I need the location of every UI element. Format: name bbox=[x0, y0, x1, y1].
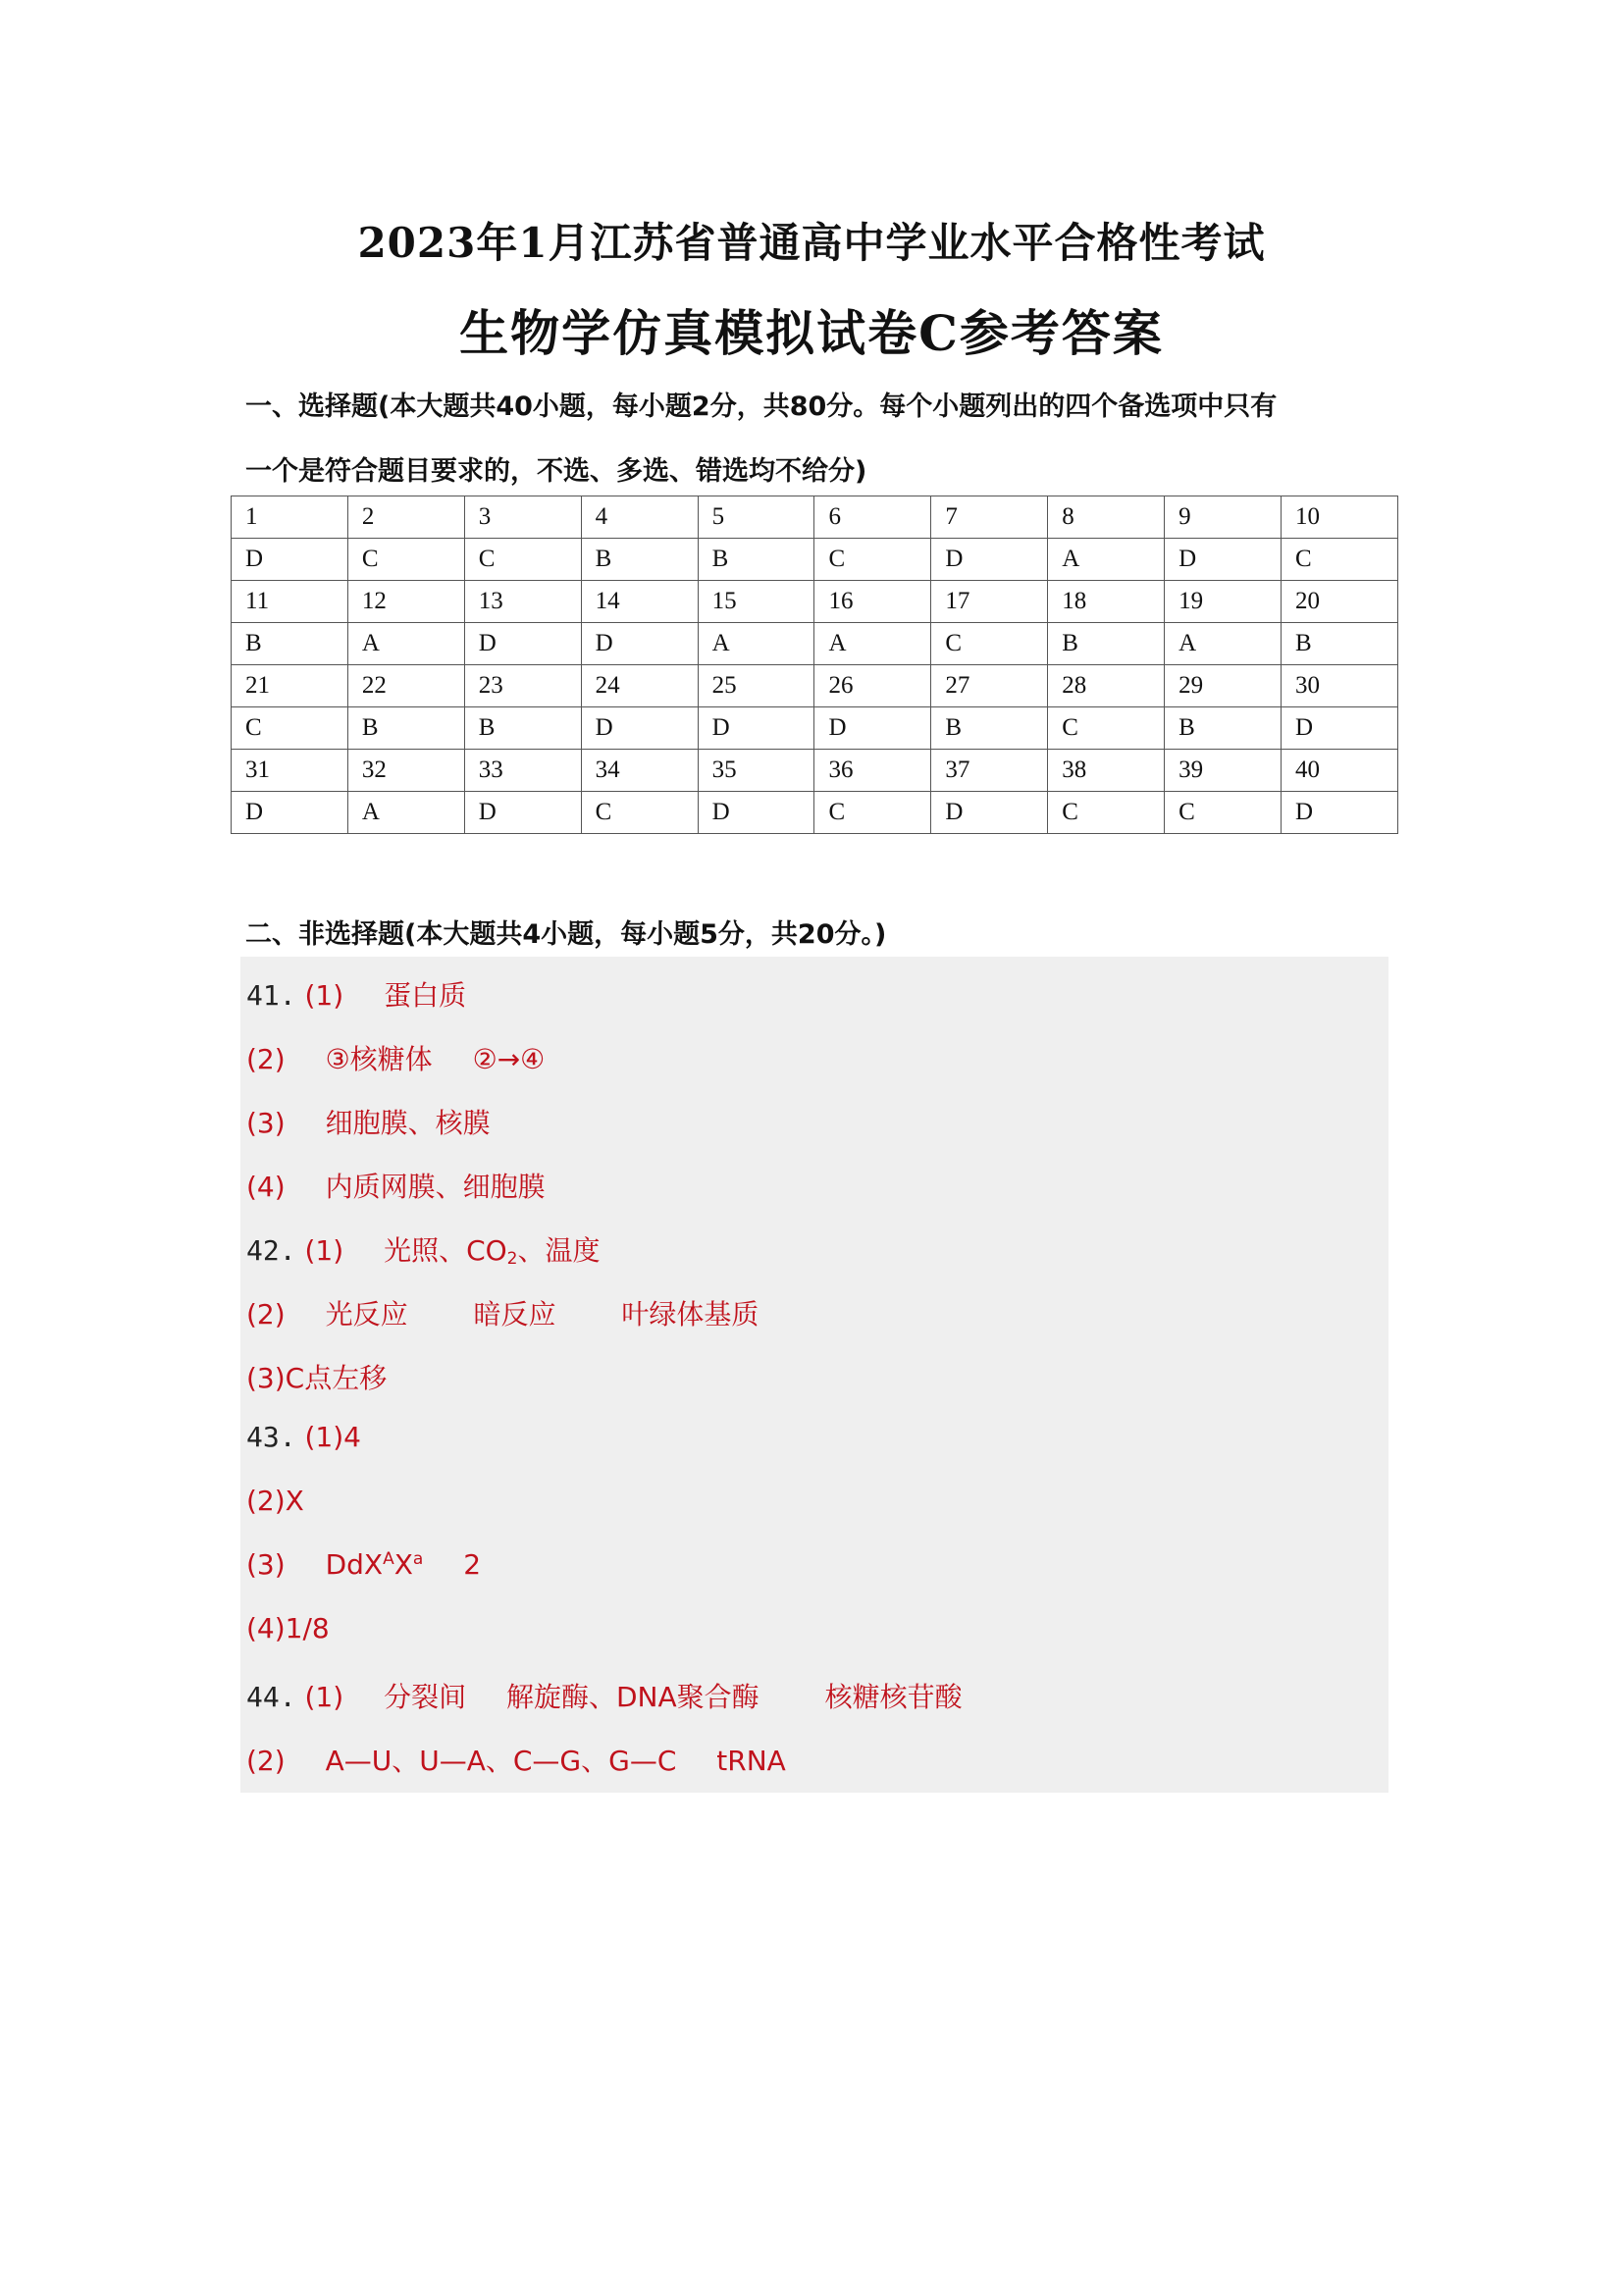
question-number-cell: 11 bbox=[232, 581, 348, 623]
answer-cell: A bbox=[698, 623, 814, 665]
answer-cell: B bbox=[581, 539, 698, 581]
question-number-cell: 36 bbox=[814, 750, 931, 792]
question-number-cell: 17 bbox=[931, 581, 1048, 623]
answer-cell: C bbox=[931, 623, 1048, 665]
question-number-cell: 21 bbox=[232, 665, 348, 707]
q44-part2: (2) A—U、U—A、C—G、G—C tRNA bbox=[246, 1745, 786, 1777]
answer-text: 光照、$CO_2$、温度 bbox=[384, 1234, 601, 1269]
question-number-cell: 14 bbox=[581, 581, 698, 623]
answer-text: $DdX^AX^a$ bbox=[325, 1548, 424, 1581]
answer-cell: B bbox=[698, 539, 814, 581]
answer-cell: C bbox=[347, 539, 464, 581]
question-number-cell: 19 bbox=[1165, 581, 1282, 623]
answer-row bbox=[232, 792, 1398, 834]
answer-cell: C bbox=[581, 792, 698, 834]
answer-cell: B bbox=[931, 707, 1048, 750]
answer-cell: C bbox=[464, 539, 581, 581]
question-number-cell: 30 bbox=[1282, 665, 1398, 707]
answer-cell: D bbox=[232, 792, 348, 834]
question-number: 41. bbox=[246, 979, 296, 1012]
answer-text: A—U、U—A、C—G、G—C bbox=[325, 1745, 677, 1777]
q43-part2: (2)X bbox=[246, 1485, 304, 1517]
question-number-cell: 23 bbox=[464, 665, 581, 707]
question-number-cell: 40 bbox=[1282, 750, 1398, 792]
question-number-cell: 39 bbox=[1165, 750, 1282, 792]
q44-part1: 44. (1) 分裂间 解旋酶、DNA聚合酶 核糖核苷酸 bbox=[246, 1681, 963, 1713]
answer-cell: D bbox=[1282, 707, 1398, 750]
question-number-cell: 3 bbox=[464, 496, 581, 539]
answer-cell: C bbox=[1282, 539, 1398, 581]
question-number-cell: 28 bbox=[1048, 665, 1165, 707]
section1-heading-cont: 一个是符合题目要求的，不选、多选、错选均不给分) bbox=[245, 456, 867, 487]
answer-cell: C bbox=[814, 539, 931, 581]
answer-text: 蛋白质 bbox=[384, 979, 467, 1012]
question-number-cell: 37 bbox=[931, 750, 1048, 792]
question-number-cell: 4 bbox=[581, 496, 698, 539]
question-number-cell: 6 bbox=[814, 496, 931, 539]
answer-cell: C bbox=[1165, 792, 1282, 834]
answer-cell: A bbox=[347, 623, 464, 665]
answer-text: 分裂间 bbox=[384, 1681, 467, 1713]
answer-cell: D bbox=[698, 707, 814, 750]
answer-text: 解旋酶、DNA聚合酶 bbox=[505, 1681, 759, 1713]
answer-cell: A bbox=[1048, 539, 1165, 581]
question-number-cell: 34 bbox=[581, 750, 698, 792]
choice-answer-table bbox=[231, 496, 1398, 834]
paper-title: 生物学仿真模拟试卷C参考答案 bbox=[459, 304, 1164, 362]
open-answers-panel bbox=[240, 957, 1388, 1793]
q43-part4: (4)1/8 bbox=[246, 1612, 330, 1644]
question-number-cell: 9 bbox=[1165, 496, 1282, 539]
question-number-cell: 18 bbox=[1048, 581, 1165, 623]
answer-text: 细胞膜、核膜 bbox=[325, 1107, 491, 1139]
question-number-cell: 10 bbox=[1282, 496, 1398, 539]
answer-row bbox=[232, 623, 1398, 665]
answer-text: 叶绿体基质 bbox=[621, 1298, 759, 1331]
answer-row bbox=[232, 539, 1398, 581]
exam-title: 2023年1月江苏省普通高中学业水平合格性考试 bbox=[357, 219, 1266, 267]
answer-cell: D bbox=[698, 792, 814, 834]
question-number: 44. bbox=[246, 1681, 296, 1713]
answer-text: tRNA bbox=[716, 1745, 786, 1777]
answer-cell: D bbox=[581, 707, 698, 750]
q41-part1: 41. (1) 蛋白质 bbox=[246, 979, 467, 1012]
q43-part3: (3) $DdX^AX^a$ 2 bbox=[246, 1548, 482, 1581]
q41-part2: (2) ③核糖体 ②→④ bbox=[246, 1043, 546, 1075]
answer-text: 暗反应 bbox=[473, 1298, 556, 1331]
section1-heading: 一、选择题(本大题共40小题，每小题2分，共80分。每个小题列出的四个备选项中只有 bbox=[245, 391, 1278, 422]
question-number-cell: 16 bbox=[814, 581, 931, 623]
answer-cell: D bbox=[464, 792, 581, 834]
answer-row bbox=[232, 707, 1398, 750]
answer-text: ②→④ bbox=[472, 1043, 546, 1075]
answer-cell: B bbox=[1048, 623, 1165, 665]
question-number-cell: 22 bbox=[347, 665, 464, 707]
question-number-cell: 29 bbox=[1165, 665, 1282, 707]
question-number-cell: 1 bbox=[232, 496, 348, 539]
q41-part4: (4) 内质网膜、细胞膜 bbox=[246, 1171, 546, 1203]
question-number-row bbox=[232, 496, 1398, 539]
question-number-cell: 38 bbox=[1048, 750, 1165, 792]
question-number-row bbox=[232, 750, 1398, 792]
answer-cell: C bbox=[1048, 792, 1165, 834]
answer-cell: D bbox=[931, 539, 1048, 581]
question-number-cell: 27 bbox=[931, 665, 1048, 707]
answer-cell: D bbox=[814, 707, 931, 750]
answer-cell: B bbox=[1282, 623, 1398, 665]
question-number-cell: 13 bbox=[464, 581, 581, 623]
question-number-cell: 33 bbox=[464, 750, 581, 792]
answer-cell: D bbox=[581, 623, 698, 665]
answer-text: 核糖核苷酸 bbox=[824, 1681, 963, 1713]
q42-part2: (2) 光反应 暗反应 叶绿体基质 bbox=[246, 1298, 759, 1331]
answer-cell: B bbox=[464, 707, 581, 750]
answer-cell: B bbox=[232, 623, 348, 665]
section2-heading: 二、非选择题(本大题共4小题，每小题5分，共20分。) bbox=[245, 919, 887, 950]
question-number-cell: 2 bbox=[347, 496, 464, 539]
question-number: 43. bbox=[246, 1421, 296, 1453]
question-number-cell: 8 bbox=[1048, 496, 1165, 539]
answer-text: 光反应 bbox=[325, 1298, 408, 1331]
answer-cell: D bbox=[1282, 792, 1398, 834]
q42-part3: (3)C点左移 bbox=[246, 1362, 388, 1394]
question-number-cell: 25 bbox=[698, 665, 814, 707]
question-number-cell: 24 bbox=[581, 665, 698, 707]
answer-cell: D bbox=[1165, 539, 1282, 581]
answer-text: 内质网膜、细胞膜 bbox=[325, 1171, 546, 1203]
question-number-row bbox=[232, 581, 1398, 623]
answer-cell: A bbox=[814, 623, 931, 665]
q42-part1: 42. (1) 光照、$CO_2$、温度 bbox=[246, 1234, 601, 1269]
answer-cell: D bbox=[464, 623, 581, 665]
answer-cell: D bbox=[931, 792, 1048, 834]
answer-cell: D bbox=[232, 539, 348, 581]
answer-cell: A bbox=[1165, 623, 1282, 665]
answer-text: 2 bbox=[463, 1548, 482, 1581]
question-number-cell: 20 bbox=[1282, 581, 1398, 623]
question-number-cell: 26 bbox=[814, 665, 931, 707]
question-number-cell: 5 bbox=[698, 496, 814, 539]
question-number-cell: 31 bbox=[232, 750, 348, 792]
question-number-cell: 15 bbox=[698, 581, 814, 623]
q41-part3: (3) 细胞膜、核膜 bbox=[246, 1107, 491, 1139]
answer-cell: C bbox=[1048, 707, 1165, 750]
question-number-row bbox=[232, 665, 1398, 707]
question-number: 42. bbox=[246, 1234, 296, 1267]
question-number-cell: 12 bbox=[347, 581, 464, 623]
question-number-cell: 7 bbox=[931, 496, 1048, 539]
answer-cell: B bbox=[1165, 707, 1282, 750]
question-number-cell: 32 bbox=[347, 750, 464, 792]
answer-text: ③核糖体 bbox=[325, 1043, 433, 1075]
answer-cell: C bbox=[232, 707, 348, 750]
q43-part1 bbox=[246, 1421, 361, 1453]
answer-text: (1)4 bbox=[304, 1421, 361, 1453]
answer-cell: B bbox=[347, 707, 464, 750]
answer-cell: A bbox=[347, 792, 464, 834]
answer-cell: C bbox=[814, 792, 931, 834]
question-number-cell: 35 bbox=[698, 750, 814, 792]
